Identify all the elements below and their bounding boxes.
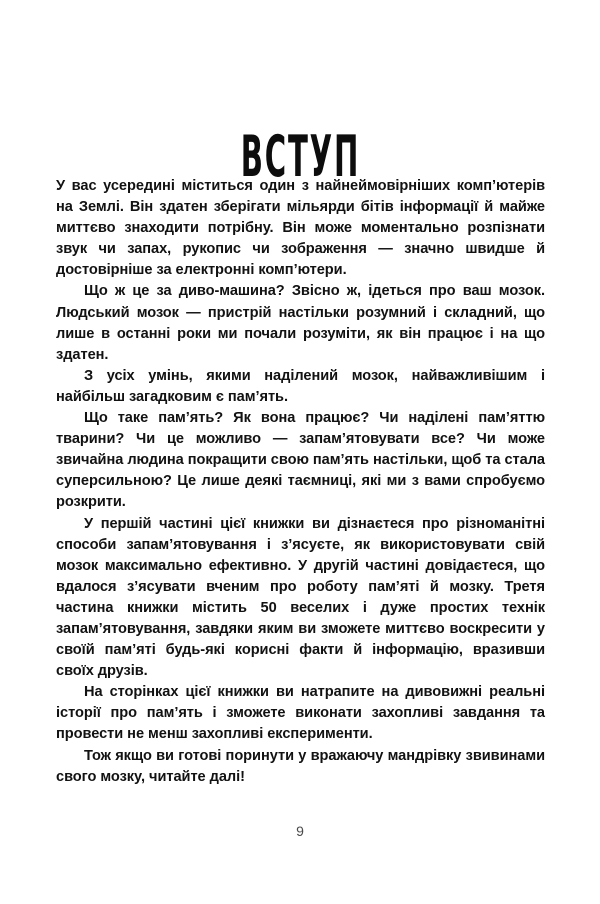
paragraph: У першій частині цієї книжки ви дізнаєтеся про різноманітні способи запам’ятовування і з’ясуєте, як використовувати свій мозок максимально ефективно. У другій частині довідаєтеся, що вдалося з’ясувати вченим про роботу пам’яті й мозку. Третя частина книжки містить 50 веселих і дуже простих технік запам’ятовування, завдяки яким ви зможете миттєво воскресити у своїй пам’яті будь-які корисні факти й інформацію, вразивши своїх друзів. xyxy=(56,515,545,680)
body-text-block xyxy=(56,176,545,788)
paragraph: У вас усередині міститься один з найнеймовірніших комп’ютерів на Землі. Він здатен зберігати мільярди бітів інформації й майже миттєво знаходити потрібну. Він може моментально розпізнати звук чи запах, рукопис чи зображення — значно швидше й достовірніше за електронні комп’ютери. xyxy=(56,178,545,279)
paragraph: Що таке пам’ять? Як вона працює? Чи наділені пам’яттю тварини? Чи це можливо — запам’ятовувати все? Чи може звичайна людина покращити свою пам’ять настільки, щоб та стала суперсильною? Це лише деякі таємниці, які ми з вами спробуємо розкрити. xyxy=(56,410,545,511)
paragraph: З усіх умінь, якими наділений мозок, найважливішим і найбільш загадковим є пам’ять. xyxy=(56,367,545,405)
paragraph: На сторінках цієї книжки ви натрапите на дивовижні реальні історії про пам’ять і зможете виконати захопливі завдання та провести не менш захопливі експерименти. xyxy=(56,684,545,743)
paragraph: Тож якщо ви готові поринути у вражаючу мандрівку звивинами свого мозку, читайте далі! xyxy=(56,747,545,785)
chapter-title: ВСТУП xyxy=(240,123,360,191)
page-number: 9 xyxy=(296,823,304,839)
paragraph: Що ж це за диво-машина? Звісно ж, ідеться про ваш мозок. Людський мозок — пристрій настільки розумний і складний, що лише в останні роки ми почали розуміти, як він працює і на що здатен. xyxy=(56,283,545,363)
